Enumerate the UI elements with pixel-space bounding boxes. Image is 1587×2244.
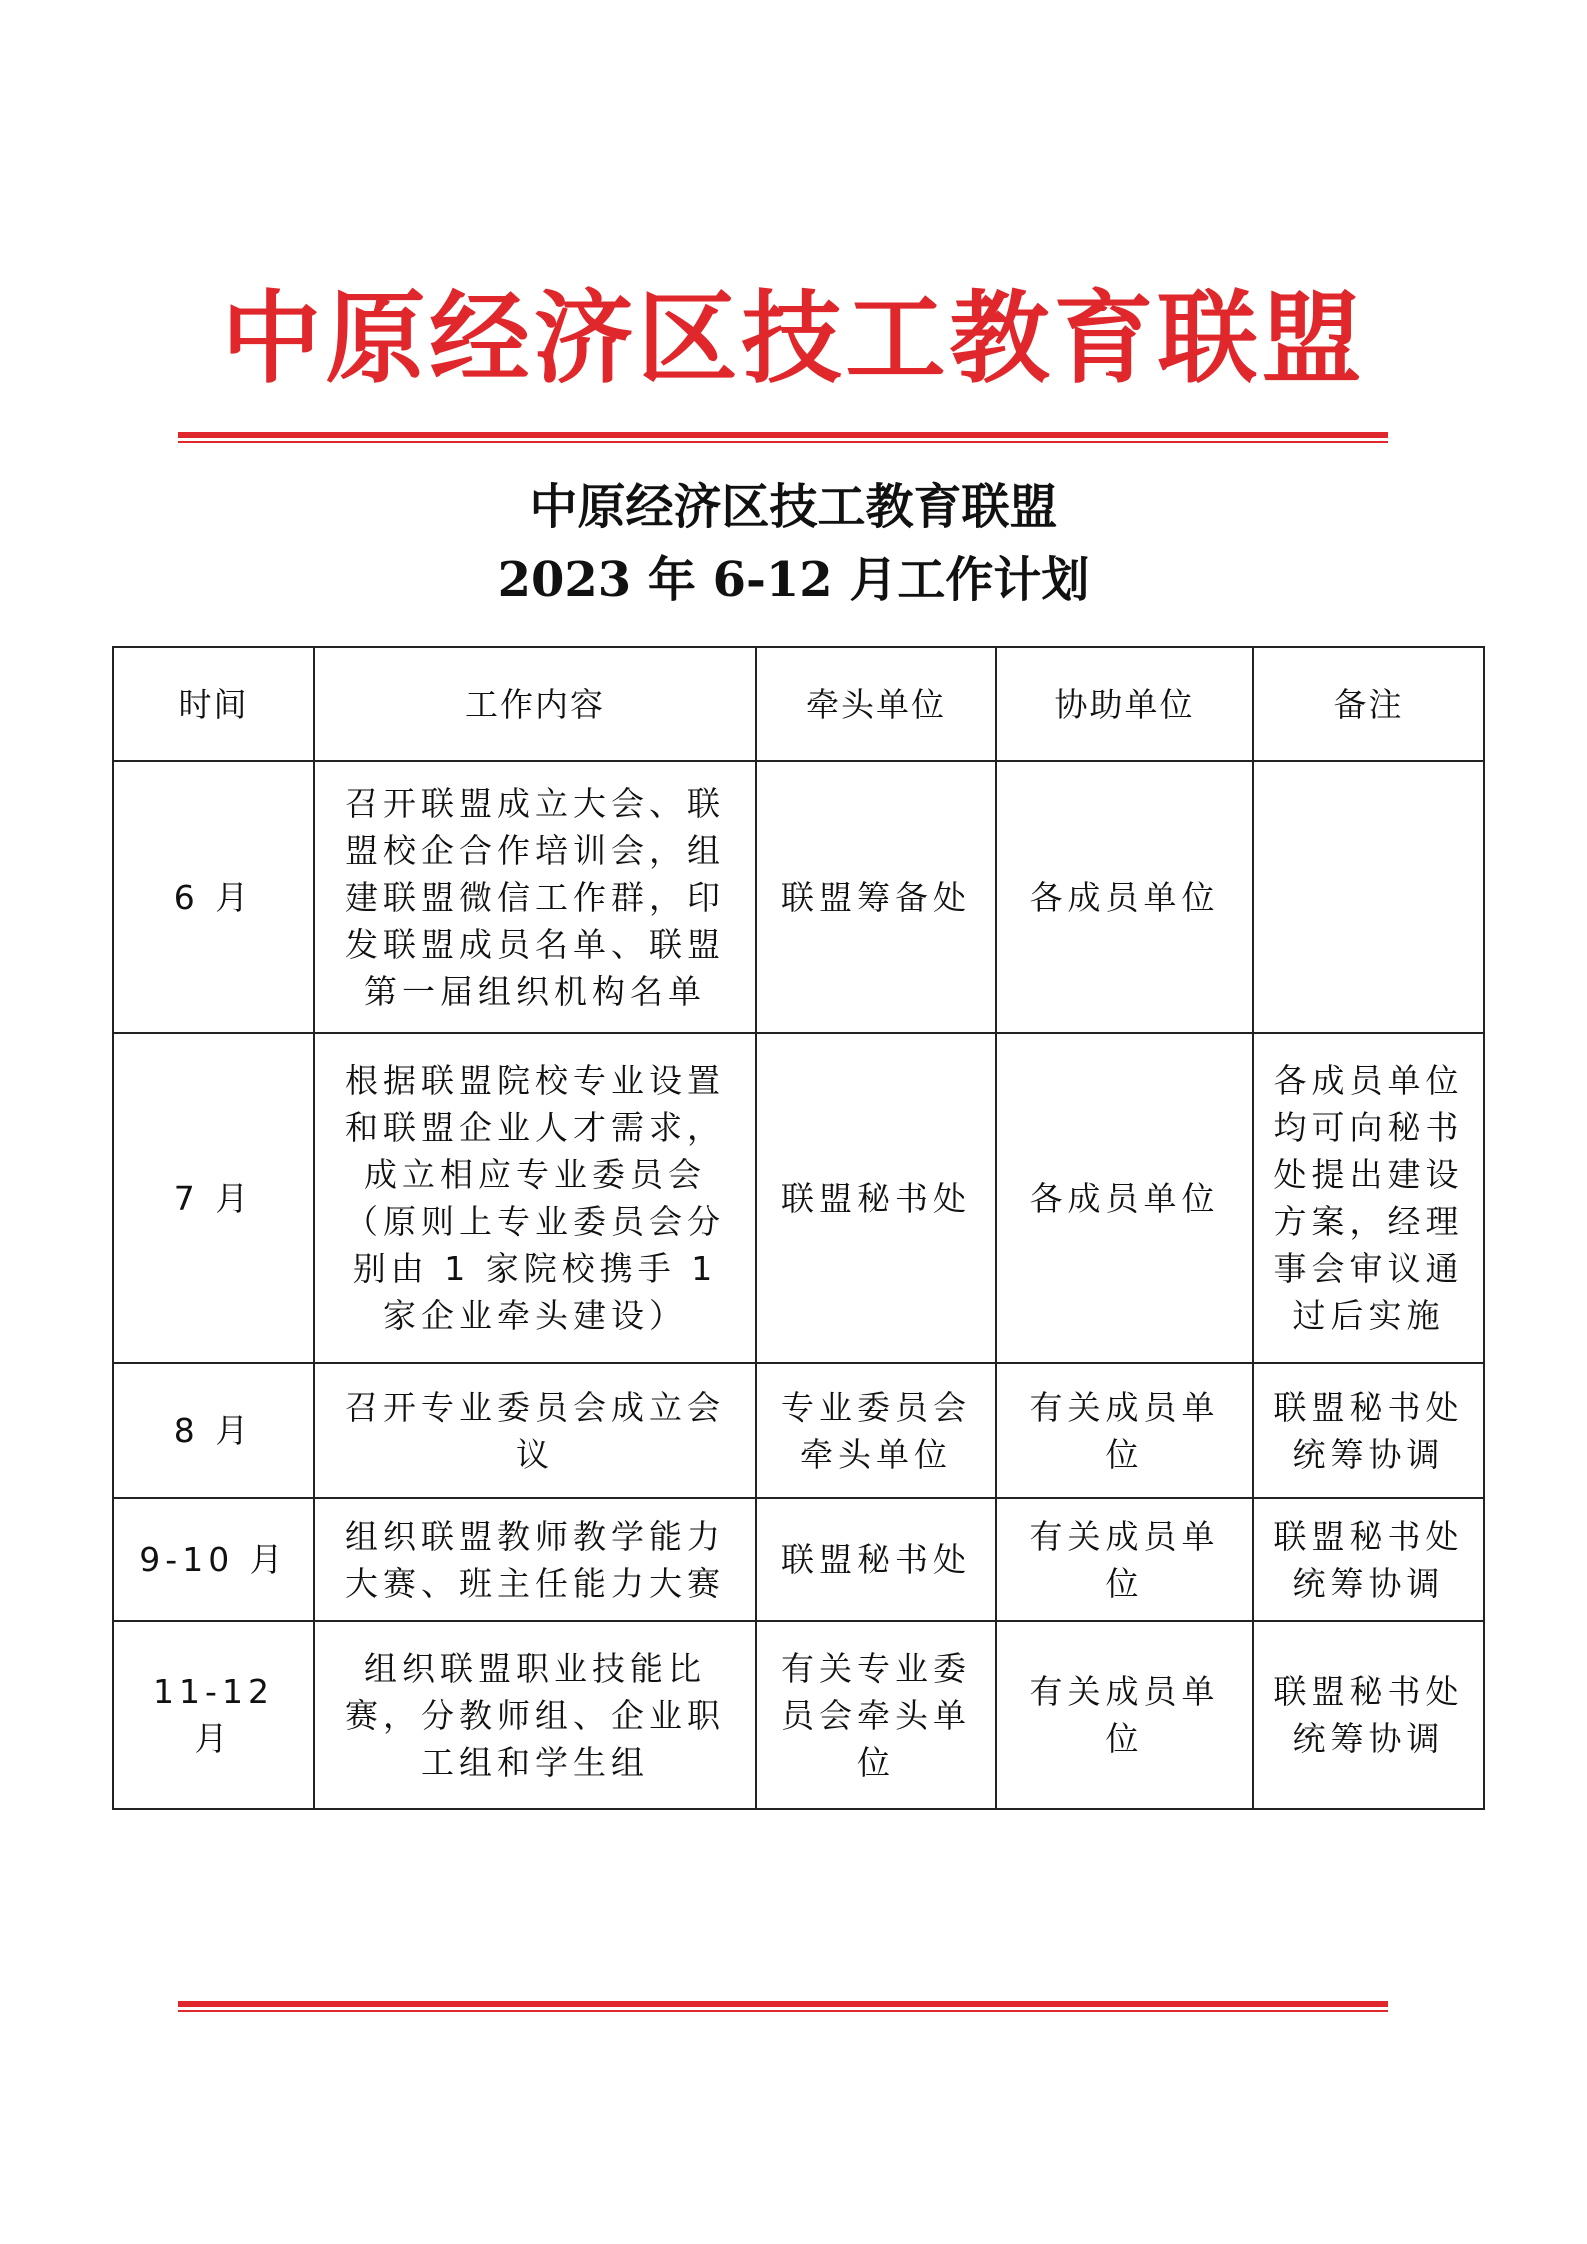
cell-time: 7 月 bbox=[113, 1033, 314, 1363]
cell-content: 组织联盟教师教学能力大赛、班主任能力大赛 bbox=[314, 1498, 756, 1621]
table-row bbox=[113, 1363, 1484, 1498]
cell-assist-unit: 有关成员单位 bbox=[996, 1498, 1253, 1621]
cell-lead-unit: 联盟秘书处 bbox=[756, 1033, 996, 1363]
header-lead-unit: 牵头单位 bbox=[756, 647, 996, 761]
work-plan-table bbox=[112, 646, 1485, 1810]
table-row bbox=[113, 1621, 1484, 1809]
top-red-rule bbox=[178, 432, 1388, 444]
cell-lead-unit: 专业委员会牵头单位 bbox=[756, 1363, 996, 1498]
table-row bbox=[113, 761, 1484, 1033]
cell-time: 9-10 月 bbox=[113, 1498, 314, 1621]
cell-note bbox=[1253, 761, 1484, 1033]
cell-time: 11-12 月 bbox=[113, 1621, 314, 1809]
cell-assist-unit: 有关成员单位 bbox=[996, 1363, 1253, 1498]
cell-content: 召开专业委员会成立会议 bbox=[314, 1363, 756, 1498]
cell-content: 根据联盟院校专业设置和联盟企业人才需求，成立相应专业委员会（原则上专业委员会分别由 1 家院校携手 1 家企业牵头建设） bbox=[314, 1033, 756, 1363]
document-title-line2: 2023 年 6-12 月工作计划 bbox=[497, 552, 1090, 608]
cell-assist-unit: 有关成员单位 bbox=[996, 1621, 1253, 1809]
cell-note: 联盟秘书处统筹协调 bbox=[1253, 1363, 1484, 1498]
header-content: 工作内容 bbox=[314, 647, 756, 761]
letterhead-title: 中原经济区技工教育联盟 bbox=[221, 279, 1366, 397]
cell-lead-unit: 有关专业委员会牵头单位 bbox=[756, 1621, 996, 1809]
cell-note: 联盟秘书处统筹协调 bbox=[1253, 1498, 1484, 1621]
header-note: 备注 bbox=[1253, 647, 1484, 761]
cell-content: 召开联盟成立大会、联盟校企合作培训会，组建联盟微信工作群，印发联盟成员名单、联盟第一届组织机构名单 bbox=[314, 761, 756, 1033]
header-time: 时间 bbox=[113, 647, 314, 761]
header-assist-unit: 协助单位 bbox=[996, 647, 1253, 761]
cell-assist-unit: 各成员单位 bbox=[996, 761, 1253, 1033]
table-header-row bbox=[113, 647, 1484, 761]
document-title-line1: 中原经济区技工教育联盟 bbox=[529, 479, 1058, 535]
bottom-red-rule bbox=[178, 2001, 1388, 2013]
cell-content: 组织联盟职业技能比赛，分教师组、企业职工组和学生组 bbox=[314, 1621, 756, 1809]
table-row bbox=[113, 1498, 1484, 1621]
cell-time: 6 月 bbox=[113, 761, 314, 1033]
cell-time: 8 月 bbox=[113, 1363, 314, 1498]
table-row bbox=[113, 1033, 1484, 1363]
cell-note: 联盟秘书处统筹协调 bbox=[1253, 1621, 1484, 1809]
cell-note: 各成员单位均可向秘书处提出建设方案，经理事会审议通过后实施 bbox=[1253, 1033, 1484, 1363]
cell-lead-unit: 联盟秘书处 bbox=[756, 1498, 996, 1621]
cell-assist-unit: 各成员单位 bbox=[996, 1033, 1253, 1363]
cell-lead-unit: 联盟筹备处 bbox=[756, 761, 996, 1033]
